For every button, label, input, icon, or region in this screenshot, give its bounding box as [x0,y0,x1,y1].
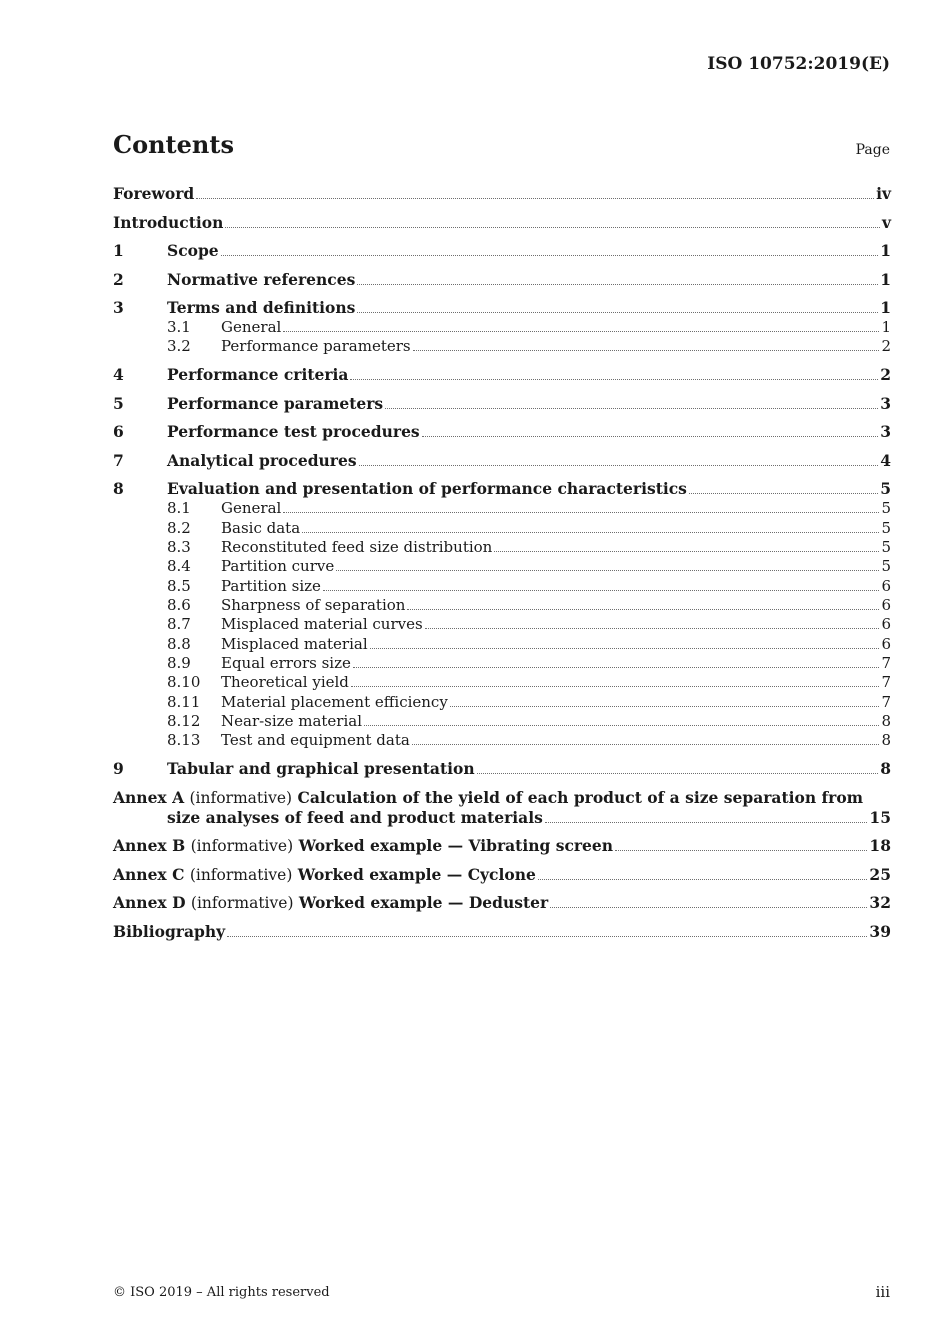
leader-dots [351,686,880,687]
annex-label: Annex D [113,893,186,913]
toc-entry-number: 8.11 [167,692,201,711]
toc-entry-title: Misplaced material curves [221,615,423,634]
toc-page-number: 1 [880,269,891,289]
toc-page-number: 5 [881,499,891,518]
toc-entry-8-11[interactable] [113,693,891,712]
leader-dots [425,628,880,629]
toc-page-number: 5 [880,479,891,499]
toc-page-number: 7 [881,653,891,672]
document-id: ISO 10752:2019(E) [707,54,890,74]
toc-entry-number: 7 [113,450,124,470]
toc-entry-number: 8.2 [167,518,191,537]
toc-entry-8-2[interactable] [113,519,891,538]
toc-entry-number: 8.3 [167,537,191,556]
toc-entry-bibliography[interactable] [113,922,891,942]
leader-dots [422,436,879,437]
toc-entry-number: 8.9 [167,653,191,672]
leader-dots [689,493,878,494]
toc-page-number: 8 [881,711,891,730]
toc-entry-number: 8.7 [167,615,191,634]
toc-page-number: 3 [880,393,891,413]
toc-entry-annex-c[interactable] [113,865,891,885]
toc-entry-5[interactable] [113,394,891,414]
toc-page-number: 6 [881,595,891,614]
annex-type: (informative) [189,788,293,807]
toc-entry-title: Evaluation and presentation of performance characteristics [167,479,687,499]
toc-entry-number: 4 [113,365,124,385]
annex-type: (informative) [190,894,294,913]
toc-entry-8-12[interactable] [113,712,891,731]
leader-dots [494,551,879,552]
toc-page-number: 4 [880,450,891,470]
leader-dots [357,312,878,313]
leader-dots [302,532,879,533]
toc-entry-6[interactable] [113,422,891,442]
annex-a-line-1 [113,788,891,808]
leader-dots [370,648,880,649]
toc-page-number: 7 [881,673,891,692]
toc-page-number: 7 [881,692,891,711]
leader-dots [196,198,874,199]
leader-dots [407,609,879,610]
toc-entry-title: Performance test procedures [167,422,420,442]
toc-page-number: 8 [881,731,891,750]
toc-entry-introduction[interactable] [113,213,891,233]
annex-title: Worked example — Deduster [298,893,549,913]
toc-entry-annex-d[interactable] [113,893,891,913]
annex-title-line-1: Calculation of the yield of each product of a size separation from [297,787,864,807]
toc-entry-number: 8.13 [167,731,201,750]
toc-entry-8[interactable] [113,479,891,499]
toc-entry-title: Bibliography [113,921,226,941]
leader-dots [538,879,868,880]
toc-entry-3[interactable] [113,298,891,318]
toc-page-number: 32 [869,893,891,913]
toc-entry-number: 5 [113,393,124,413]
toc-page-number: 2 [880,365,891,385]
annex-label: Annex A [113,787,185,807]
toc-entry-number: 8 [113,479,124,499]
toc-page-number: 5 [881,537,891,556]
leader-dots [413,350,880,351]
toc-entry-annex-a[interactable] [113,788,891,828]
leader-dots [353,667,880,668]
toc-entry-annex-b[interactable] [113,836,891,856]
toc-entry-8-4[interactable] [113,557,891,576]
annex-type: (informative) [190,837,294,856]
toc-entry-title: Foreword [113,184,195,203]
toc-entry-number: 8.5 [167,576,191,595]
toc-entry-8-7[interactable] [113,615,891,634]
page-column-label: Page [855,142,890,158]
toc-entry-7[interactable] [113,451,891,471]
toc-page-number: 5 [881,557,891,576]
toc-entry-number: 8.8 [167,634,191,653]
toc-entry-number: 3.2 [167,337,191,356]
toc-entry-title: Performance parameters [167,393,384,413]
toc-page-number: 15 [869,807,891,827]
leader-dots [221,255,879,256]
toc-page-number: 8 [880,759,891,779]
toc-entry-title: General [221,499,282,518]
toc-entry-number: 8.4 [167,557,191,576]
toc-entry-number: 3 [113,298,124,317]
toc-entry-number: 3.1 [167,318,191,336]
leader-dots [323,590,880,591]
leader-dots [477,773,879,774]
toc-entry-8-8[interactable] [113,635,891,654]
toc-entry-title: Basic data [221,518,301,537]
annex-label: Annex B [113,836,186,856]
toc-entry-title: Equal errors size [221,653,351,672]
leader-dots [450,706,880,707]
toc-entry-number: 8.6 [167,595,191,614]
toc-page-number: 39 [869,921,891,941]
toc-entry-foreword[interactable] [113,184,891,204]
leader-dots [615,850,867,851]
leader-dots [359,465,879,466]
toc-entry-title: Performance criteria [167,365,349,385]
toc-entry-8-9[interactable] [113,654,891,673]
leader-dots [336,570,879,571]
toc-entry-title: Normative references [167,269,356,289]
annex-label: Annex C [113,864,185,884]
toc-entry-title: Partition curve [221,557,335,576]
annex-a-line-2 [113,808,891,828]
leader-dots [357,284,878,285]
toc-page-number: 1 [880,298,891,317]
leader-dots [283,512,879,513]
copyright-notice: © ISO 2019 – All rights reserved [113,1285,330,1300]
toc-page-number: 2 [881,337,891,356]
toc-entry-number: 9 [113,759,124,779]
leader-dots [350,379,878,380]
toc-entry-title: Reconstituted feed size distribution [221,537,493,556]
page-title: Contents [113,130,234,159]
toc-entry-title: Sharpness of separation [221,595,406,614]
toc-entry-title: Partition size [221,576,321,595]
toc-entry-number: 8.1 [167,499,191,518]
annex-title: Worked example — Cyclone [297,864,536,884]
toc-entry-8-13[interactable] [113,731,891,750]
toc-entry-3-2[interactable] [113,337,891,356]
toc-entry-3-1[interactable] [113,318,891,337]
page-number: iii [875,1283,890,1301]
annex-title-line-2: size analyses of feed and product materials [167,807,543,827]
toc-entry-8-5[interactable] [113,577,891,596]
leader-dots [283,331,879,332]
toc-entry-number: 2 [113,269,124,289]
toc-entry-number: 6 [113,422,124,442]
leader-dots [385,408,878,409]
leader-dots [412,744,880,745]
toc-page-number: 3 [880,422,891,442]
annex-title: Worked example — Vibrating screen [298,836,614,856]
toc-entry-4[interactable] [113,365,891,385]
toc-entry-title: Material placement efficiency [221,692,448,711]
leader-dots [227,936,867,937]
toc-entry-number: 8.10 [167,673,201,692]
toc-entry-title: Test and equipment data [221,731,410,750]
toc-entry-8-10[interactable] [113,673,891,692]
toc-page-number: 18 [869,836,891,856]
toc-page-number: iv [876,184,891,203]
toc-entry-title: Analytical procedures [167,450,357,470]
toc-entry-9[interactable] [113,759,891,779]
toc-entry-title: Performance parameters [221,337,411,356]
toc-page-number: 25 [869,864,891,884]
toc-page-number: 1 [881,318,891,336]
toc-entry-8-1[interactable] [113,499,891,518]
table-of-contents [113,184,891,942]
toc-page-number: 5 [881,518,891,537]
toc-entry-2[interactable] [113,270,891,290]
toc-page-number: v [881,212,891,232]
toc-entry-title: Terms and definitions [167,298,356,317]
toc-entry-title: Misplaced material [221,634,368,653]
toc-entry-title: Theoretical yield [221,673,349,692]
toc-page-number: 6 [881,634,891,653]
toc-page-number: 6 [881,576,891,595]
toc-entry-title: Introduction [113,212,224,232]
leader-dots [545,822,868,823]
toc-entry-title: Near-size material [221,711,363,730]
toc-entry-1[interactable] [113,241,891,261]
leader-dots [225,227,880,228]
toc-entry-8-3[interactable] [113,538,891,557]
toc-entry-number: 8.12 [167,711,201,730]
toc-entry-title: Tabular and graphical presentation [167,759,475,779]
toc-entry-8-6[interactable] [113,596,891,615]
toc-page-number: 6 [881,615,891,634]
annex-type: (informative) [189,865,293,884]
toc-entry-number: 1 [113,241,124,260]
leader-dots [550,907,867,908]
leader-dots [364,725,879,726]
toc-entry-title: General [221,318,282,336]
toc-page-number: 1 [880,241,891,260]
toc-entry-title: Scope [167,241,219,260]
